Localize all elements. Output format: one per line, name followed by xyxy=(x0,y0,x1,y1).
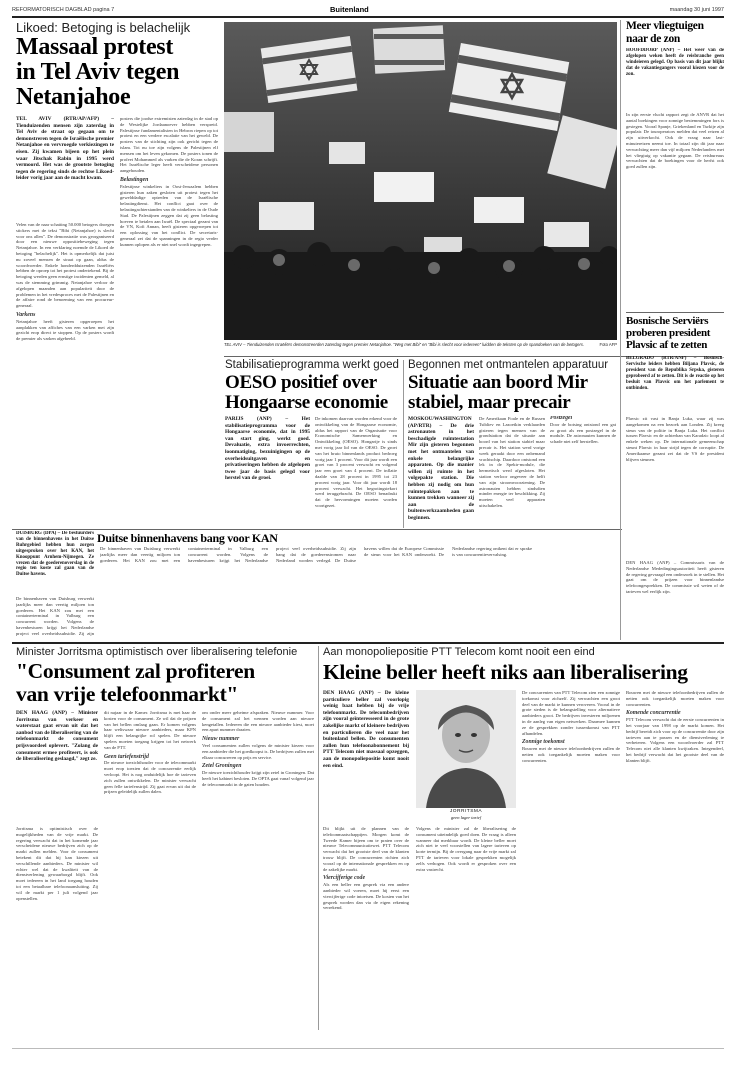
right-bottom-text: DEN HAAG (ANP) – Commissaris van de Nederlandse Mededingingsautoriteit heeft gisteren de regering gevraagd een onderzoek in te stellen. Het gaat om de prijzen voor binnenlandse telefoongesprekken. De commissie wil weten of de tarieven wel eerlijk zijn. xyxy=(626,560,724,594)
protest-col2-text: posters die joodse extremisten zaterdag in de stad op de Westelijke Jordaanoever hebben verspreid. Palestijnse fundamentalisten in Hebron riepen op tot protest en een verdere escalatie van het geweld. De posters van de stichting zijn ook gericht tegen de islam. Tot nu toe zijn volgens de Palestijnen elf mensen om het leven gekomen. De posters tonen de profeet Mohammed als varken die de Koran schrijft. Het Israëlische leger heeft verscheidene personen aangehouden. xyxy=(120,116,218,174)
ptt-col4-text: Bouwen met de nieuwe telefoonbedrijven zullen de netten ook toegankelijk moeten maken voor concurrenten. xyxy=(626,690,724,707)
oeso-headline-line-1: OESO positief over xyxy=(225,372,377,393)
ptt-col1 xyxy=(323,826,409,1026)
jorritsma-col1: Jorritsma is optimistisch over de mogelijkheden van de vrije markt. De regering verwacht dat in het komende jaar verscheidene nieuwe bedrijven zich op de markt zullen melden. Voor de consument betekent dit dat hij kan kiezen uit verschillende aanbieders. De minister wil echter wel dat de kwaliteit van de dienstverlening gewaarborgd blijft. Ook moet iedereen in het land toegang houden tot een betaalbare telefoonaansluiting. Zij wil de markt per 1 juli volgend jaar openstellen. xyxy=(16,826,98,901)
protest-headline-line-1: Massaal protest xyxy=(16,34,174,60)
protest-subhead-varkens: Varkens xyxy=(16,311,36,318)
flights-headline-line-1: Meer vliegtuigen xyxy=(626,20,704,32)
protest-col2 xyxy=(120,116,218,466)
protest-col2b-text: Palestijnse winkeliers in Oost-Jeruzalem hebben gisteren hun zaken gesloten uit protest tegen het gewelddadige optreden van de Israëlische belastingdienst. Het conflict gaat over de belastingachterstanden van de winkeliers in de Oude Stad. De Palestijnen zeggen dat zij geen belasting hoeven te betalen aan Israël. De speciaal gezant van de VN, Kofi Annan, heeft gisteren opgeroepen tot een oplossing van het conflict. De secretaris-generaal zei dat de spanningen in de regio verder kunnen oplopen als er niet snel wordt ingegrepen. xyxy=(120,183,218,247)
flights-headline-line-2: naar de zon xyxy=(626,32,680,45)
protest-headline-line-3: Netanjahoe xyxy=(16,84,131,110)
header-rule xyxy=(12,16,724,18)
plavsic-headline-line-1: Bosnische Serviërs xyxy=(626,315,709,327)
photo-caption-text: TEL AVIV – Tienduizenden Israëliërs demonstreerden zaterdag tegen premier Netanjahoe. "Weg met Bibi" en "Bibi is slecht voor iedereen" luidden de teksten op de spandoeken van de betogers. xyxy=(224,342,585,347)
jorritsma-subhead-groningen: Zetel Groningen xyxy=(202,763,242,770)
plavsic-headline xyxy=(626,315,726,351)
jorritsma-kicker: Minister Jorritsma optimistisch over liberalisering telefonie xyxy=(16,646,298,658)
protest-col1-text: Velen van de naar schatting 50.000 betogers droegen stickers met de tekst "Bibi (Netanjahoe) is slecht voor ons allen". De demonstratie was georganiseerd door een nieuwe oppositiebeweging tegen Netanjahoe. In een verklaring noemde de Likoed de betoging "belachelijk". Het is opmerkelijk dat juist nu zoveel mensen de straat op gaan, aldus de woordvoerder. Enkele honderdduizenden Israëliërs hebben de oproep tot het protest ondertekend. Bij de betoging werden geen ernstige incidenten gemeld, al was de stemming grimmig. Netanjahoe verloor de afgelopen maanden aan populariteit door de problemen in het vredesproces met de Palestijnen en de affaire rond de benoeming van een procureur-generaal. xyxy=(16,222,114,309)
oeso-headline-line-2: Hongaarse economie xyxy=(225,392,388,413)
oeso-lead: PARIJS (ANP) – Het stabilisatieprogramma voor de Hongaarse economie, dat in 1995 van start ging, werkt goed. Devaluatie, extra invoerrechten, loonmatiging, bezuinigingen op de overheidsuitgaven en privatiseringen hebben de afgelopen twee jaar de basis gelegd voor herstel van de groei. xyxy=(225,416,310,482)
jorritsma-subhead-nummer: Nieuw nummer xyxy=(202,736,240,743)
ptt-subhead-concurrentie: Komende concurrentie xyxy=(626,710,681,717)
right-column-divider xyxy=(620,20,621,640)
mir-subhead-postzegel: Postzegel xyxy=(550,416,573,421)
jorritsma-col3 xyxy=(202,710,314,1026)
kan-body: De binnenhaven van Duisburg verwerkt jaarlijks meer dan veertig miljoen ton goederen. Het KAN zou met een containerterminal in Valburg een concurrent worden. Volgens de havenbesturen krijgt het Nederlandse project veel overheidssubsidie. Zij zijn bang dat de goederenstromen naar Nederland worden verlegd. De Duitse havens willen dat de Europese Commissie de steun voor het KAN onderzoekt. De Nederlandse regering ontkent dat er sprake is van concurrentievervalsing. xyxy=(100,546,532,563)
jorritsma-col3-text: om onder meer geheime afspraken. Nieuwe nummer. Voor de consument zal het wennen worden aan nieuwe kengetallen. Iedereen die een nieuwe aanbieder kiest, moet een apart nummer draaien. xyxy=(202,710,314,733)
protest-lead: TEL AVIV (RTR/AP/AFP) – Tienduizenden mensen zijn zaterdag in Tel Aviv de straat op gegaan om te demonstreren tegen de Israëlische premier Netanjahoe en vervroegde verkiezingen te eisen. Zij kwamen bijeen op het plein waar Jitschak Rabin in 1995 werd vermoord. Het was de grootste betoging tegen de regering sinds de rechtse Likoed-leider vorig jaar aan de macht kwam. xyxy=(16,116,114,182)
jorritsma-portrait-image xyxy=(416,690,516,808)
ptt-col4 xyxy=(626,690,724,1026)
oeso-kicker: Stabilisatieprogramma werkt goed xyxy=(225,359,399,371)
jorritsma-col2 xyxy=(104,710,196,1026)
kan-top-rule xyxy=(12,529,622,530)
jorritsma-headline-line-1: "Consument zal profiteren xyxy=(16,659,255,683)
bottom-divider xyxy=(318,646,319,1030)
ptt-col4b-text: PTT Telecom verwacht dat de eerste concurrenten in het voorjaar van 1998 op de markt komen. Het bedrijf bereidt zich voor op de concurrentie door zijn tarieven aan te passen en de dienstverlening te verbeteren. Volgens een woordvoerder zal PTT Telecom niet alle klanten kwijtraken. Integendeel, het bedrijf verwacht dat het grootste deel van de klanten blijft. xyxy=(626,717,724,763)
mir-headline xyxy=(408,373,623,413)
protest-headline xyxy=(16,35,221,110)
oeso-headline xyxy=(225,373,415,413)
photo-credit: Foto AFP xyxy=(599,342,617,347)
plavsic-text: Plavsic zit vast in Banja Luka, waar zij was aangekomen na een bezoek aan Londen. Zij kreeg steun van de politie in Banja Luka. Het conflict tussen Plavsic en de achterban van Karadzic loopt al enkele weken op. De internationale gemeenschap steunt Plavsic in haar strijd tegen de corruptie. De Amerikaanse gezant zei dat de VS de president blijven steunen. xyxy=(626,416,724,462)
kan-lead: DUISBURG (DPA) – De bestuurders van de binnenhavens in het Duitse Ruhrgebied hebben hun zorgen uitgesproken over het KAN, het Knooppunt Arnhem-Nijmegen. Ze vrezen dat de goederenoverslag in de regio ten koste zal gaan van de Duitse havens. xyxy=(16,531,94,578)
mir-lead: MOSKOU/WASHINGTON (AP/RTR) – De drie astronauten in het beschadigde ruimtestation Mir zijn gisteren begonnen met het ontmantelen van enkele belangrijke apparaten. Op die manier willen zij ruimte in het volgepakte station. Die hebben zij nodig om hun ruimtepakken aan te kunnen trekken wanneer zij aan de buitenwerkzaamheden gaan beginnen. xyxy=(408,416,474,521)
jorritsma-col3c-text: De nieuwe toezichthouder krijgt zijn zetel in Groningen. Dat heeft het kabinet besloten. De OPTA gaat vanaf volgend jaar de telecommarkt in de gaten houden. xyxy=(202,770,314,787)
bottom-section-rule xyxy=(12,642,724,644)
jorritsma-photo-caption: geen lager tarief xyxy=(451,815,481,820)
ptt-col1b-text: Als een beller een gesprek via een andere aanbieder wil voeren, moet hij eerst een viercijferige code intoetsen. De kosten van het gesprek worden dan via de eigen rekening verrekend. xyxy=(323,882,409,911)
flights-lead: HOOFDDORP (ANP) – Het weer van de afgelopen weken heeft de reisbranche geen windeieren gelegd. Op basis van dit jaar blijkt dat de vakantiegangers vooral kiezen voor de zon. xyxy=(626,48,724,77)
jorritsma-photo-name: JORRITSMA xyxy=(449,809,483,814)
flights-text: In zijn eerste vlucht rapport zegt de ANVR dat het aantal boekingen voor zonnige bestemmingen fors is gestegen. Vooral Spanje, Griekenland en Turkije zijn populair. De touroperators melden dat veel reizen al zijn uitverkocht. Ook de vraag naar last-minutereizen neemt toe. In totaal zijn dit jaar naar verwachting meer dan vijf miljoen Nederlanders met het vliegtuig op vakantie gegaan. De reisbureaus verwachten dat de boekingen voor de herfst ook goed zullen zijn. xyxy=(626,112,724,170)
jorritsma-lead: DEN HAAG (ANP) – Minister Jorritsma van verkeer en waterstaat gaat ervan uit dat het aanbod van de liberalisering van de telefoonmarkt de consument prijsvoordeel oplevert. "Zolang de consument ermee profiteert, is ook de liberalisering geslaagd," zegt ze. xyxy=(16,710,98,763)
mir-col3 xyxy=(550,416,616,526)
jorritsma-col2-text: dit najaar in de Kamer. Jorritsma is met haar de kosten voor de consument. Ze wil dat de prijzen van het bellen omlaag gaan. Er komen volgens haar weliswaar nieuwe aanbieders, maar KPN blijft een belangrijke rol spelen. De nieuwe spelers moeten toegang krijgen tot het netwerk van de PTT. xyxy=(104,710,196,750)
footer-rule xyxy=(12,1048,724,1049)
protest-photo xyxy=(224,22,617,340)
mir-kicker: Begonnen met ontmantelen apparatuur xyxy=(408,359,609,371)
ptt-kicker: Aan monopoliepositie PTT Telecom komt nooit een eind xyxy=(323,646,595,658)
oeso-divider xyxy=(403,360,404,528)
jorritsma-headline-line-2: van vrije telefoonmarkt" xyxy=(16,682,239,706)
protest-headline-line-2: in Tel Aviv tegen xyxy=(16,59,180,85)
page-header-left: REFORMATORISCH DAGBLAD pagina 7 xyxy=(12,7,115,13)
jorritsma-col3b-text: Veel consumenten zullen volgens de minister kiezen voor een aanbieder die het goedkoopst is. De bedrijven zullen met elkaar concurreren op prijs en service. xyxy=(202,742,314,760)
jorritsma-photo xyxy=(416,690,516,808)
ptt-col3-text: De concurrenten van PTT Telecom zien een zonnige toekomst voor zichzelf. Zij verwachten een groot deel van de markt te kunnen veroveren. Vooral in de grote steden is de belangstelling voor alternatieve aanbieders groot. De bedrijven investeren miljoenen in de aanleg van eigen netwerken. Daarmee kunnen ze de gesprekken zonder tussenkomst van PTT afhandelen. xyxy=(522,690,620,736)
right-rule-1 xyxy=(626,312,724,313)
jorritsma-headline xyxy=(16,660,316,706)
kan-col1: De binnenhaven van Duisburg verwerkt jaarlijks meer dan veertig miljoen ton goederen. Het KAN zou met een containerterminal in Valburg een concurrent worden. Volgens de havenbesturen krijgt het Nederlandse project veel overheidssubsidie. Zij zijn xyxy=(16,596,94,636)
photo-caption xyxy=(224,342,617,347)
mir-col3-text: Door de botsing ontstond een gat zo groot als een postzegel in de module. De astronauten kunnen de schade niet zelf herstellen. xyxy=(550,421,616,445)
protest-subhead-belastingen: Belastingen xyxy=(120,176,149,183)
mir-headline-line-2: stabiel, maar precair xyxy=(408,392,571,413)
jorritsma-col2b-text: De nieuwe toezichthouder voor de telecommarkt moet erop toezien dat de concurrentie eerlijk verloopt. Het is nog onduidelijk hoe de tarieven zich zullen ontwikkelen. De minister verwacht geen felle tariefenstrijd. Zij gaat ervan uit dat de prijzen geleidelijk zullen dalen. xyxy=(104,760,196,795)
mir-headline-line-1: Situatie aan boord Mir xyxy=(408,372,588,393)
protest-kicker: Likoed: Betoging is belachelijk xyxy=(16,20,191,35)
ptt-col1-text: Dit blijkt uit de plannen van de telefoonmaatschappijen. Morgen komt de Tweede Kamer bijeen om te praten over de nieuwe Telecommunicatiewet. PTT Telecom verwacht dat het grootste deel van de klanten trouw blijft. De concurrenten richten zich vooral op de internationale gesprekken en op de zakelijke markt. xyxy=(323,826,409,872)
kan-headline: Duitse binnenhavens bang voor KAN xyxy=(97,531,278,545)
plavsic-headline-line-3: Plavsic af te zetten xyxy=(626,339,708,351)
protest-col1 xyxy=(16,222,114,466)
ptt-subhead-toekomst: Zonnige toekomst xyxy=(522,739,565,746)
ptt-lead: DEN HAAG (ANP) – De kleine particuliere beller zal voorlopig weinig baat hebben bij de vrije telefoonmarkt. De telecombedrijven zijn vooral geïnteresseerd in de grote zakelijke markt of kleinere bedrijven en particulieren die veel naar het buitenland bellen. De consumenten zullen hun telefoonabonnement bij PTT Telecom niet massaal opzeggen, aan de monopoliepositie komt nooit een eind. xyxy=(323,690,409,769)
ptt-headline: Kleine beller heeft niks aan liberalisering xyxy=(323,660,688,684)
ptt-col3 xyxy=(522,690,620,1026)
jorritsma-subhead-tarief: Geen tariefenstrijd xyxy=(104,753,149,760)
plavsic-lead: BELGRADO (RTR/ANP) – Bosnisch-Servische leiders hebben Biljana Plavsic, de president van de Republika Srpska, gisteren geprobeerd af te zetten. Dit is de reactie op het besluit van Plavsic om het parlement te ontbinden. xyxy=(626,356,724,391)
protest-photo-image xyxy=(224,22,617,340)
ptt-col2: Volgens de minister zal de liberalisering de consument uiteindelijk goed doen. De vraag is alleen wanneer dat merkbaar wordt. De kleine beller moet zich niet te veel voorstellen van lagere tarieven op korte termijn. Bij de overgang naar de vrije markt zal PTT de tarieven voor lokale gesprekken mogelijk zelfs verhogen. Ook wordt er gesproken over een extra vastrecht. xyxy=(416,826,516,872)
oeso-col2: De inkomen daarvan worden erkend voor de ontwikkeling van de Hongaarse economie, aldus het rapport van de Organisatie voor Economische Samenwerking en Ontwikkeling (OESO). Hongarije is sinds mei vorig jaar lid van de OESO. De groei van het bruto binnenlands product bedroeg vorig jaar 1 procent. Voor dit jaar wordt een groei van 3 procent verwacht en volgend jaar een groei van 4 procent. De inflatie daalde van 28 procent in 1995 tot 23 procent vorig jaar. Voor dit jaar wordt 18 procent verwacht. Het begrotingstekort werd teruggebracht. De OESO benadrukt dat de hervormingen moeten worden voortgezet. xyxy=(315,416,397,508)
protest-col1b-text: Netanjahoe heeft gisteren opgeroepen het aanplakken van affiches van een varken met zijn gezicht erop direct te stoppen. Op de posters wordt de premier als varken afgebeeld. xyxy=(16,318,114,342)
mir-col2: De Amerikaan Foale en de Russen Tsibliev en Lazoetkin verklaarden gisteren tegen mensen van de grondstation dat de situatie aan boord van het station stabiel maar precair is. Het station werd vorige week geraakt door een onbemand vrachtschip. Daardoor ontstond een lek in de Spektr-module, die hermetisch werd afgesloten. Het station verloor ongeveer de helft van zijn stroomvoorziening. De astronauten hebben sindsdien minder energie ter beschikking. Zij moeten veel apparaten uitschakelen. xyxy=(479,416,545,508)
flights-headline xyxy=(626,20,726,45)
ptt-subhead-code: Viercijferige code xyxy=(323,875,366,882)
page-header-section: Buitenland xyxy=(330,5,369,14)
page-header-date: maandag 30 juni 1997 xyxy=(669,7,724,13)
plavsic-headline-line-2: proberen president xyxy=(626,327,711,339)
ptt-col3b-text: Bouwen met de nieuwe telefoonbedrijven zullen de netten ook toegankelijk moeten maken voor concurrenten. xyxy=(522,746,620,763)
